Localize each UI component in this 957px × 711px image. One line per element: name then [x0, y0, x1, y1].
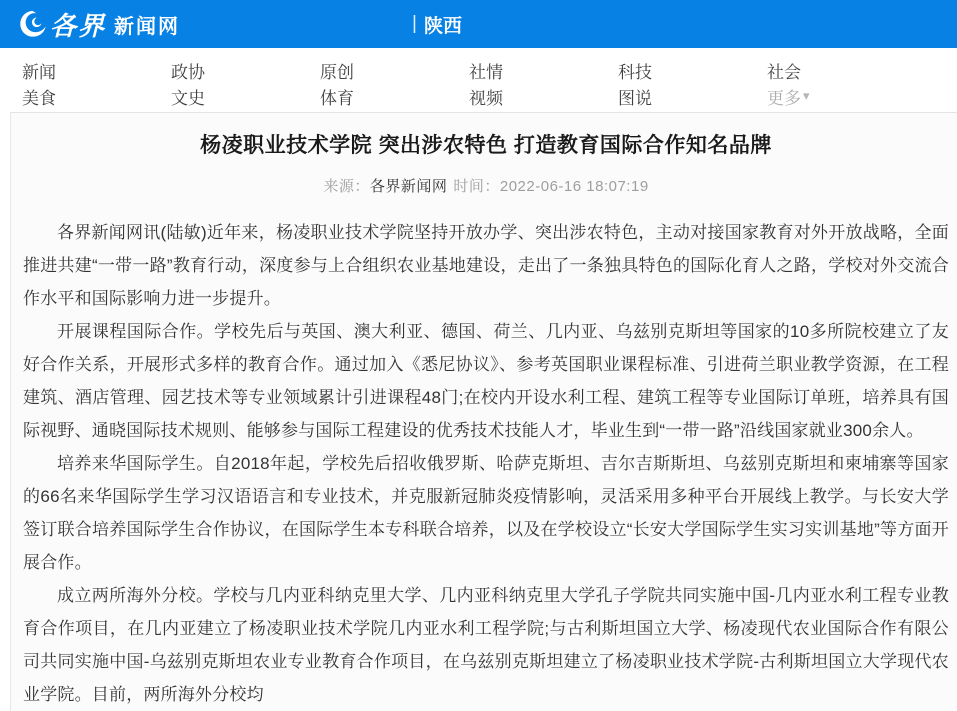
article-paragraph-1: 各界新闻网讯(陆敏)近年来，杨凌职业技术学院坚持开放办学、突出涉农特色，主动对接国家教育对外开放战略，全面推进共建“一带一路”教育行动，深度参与上合组织农业基地建设，走出了一条独具特色的国际化育人之路，学校对外交流合作水平和国际影响力进一步提升。: [23, 223, 949, 308]
source-label: 来源：: [323, 178, 370, 195]
nav-item-video[interactable]: 视频: [469, 88, 503, 108]
article-paragraph-2: 开展课程国际合作。学校先后与英国、澳大利亚、德国、荷兰、几内亚、乌兹别克斯坦等国家的10多所院校建立了友好合作关系，开展形式多样的教育合作。通过加入《悉尼协议》、参考英国职业课程标准、引进荷兰职业教学资源，在工程建筑、酒店管理、园艺技术等专业领域累计引进课程48门;在校内开设水利工程、建筑工程等专业国际订单班，培养具有国际视野、通晓国际技术规则、能够参与国际工程建设的优秀技术技能人才，毕业生到“一带一路”沿线国家就业300余人。: [23, 322, 949, 440]
nav-row-1: [22, 57, 957, 83]
nav-item-tech[interactable]: 科技: [618, 62, 652, 82]
page-title: 杨凌职业技术学院 突出涉农特色 打造教育国际合作知名品牌: [200, 134, 772, 157]
brand-name-text: 新闻网: [114, 15, 181, 38]
nav-item-original[interactable]: 原创: [320, 62, 354, 82]
nav-item-more[interactable]: [767, 84, 916, 109]
chevron-down-icon: ▾: [803, 88, 810, 103]
article-card: [10, 112, 957, 711]
nav-item-pictures[interactable]: 图说: [618, 88, 652, 108]
source-value: 各界新闻网: [369, 178, 448, 195]
more-label: 更多: [767, 88, 801, 108]
article-body: [23, 216, 949, 711]
channel-divider: |: [412, 13, 417, 34]
article-paragraph-3: 培养来华国际学生。自2018年起，学校先后招收俄罗斯、哈萨克斯坦、吉尔吉斯斯坦、乌兹别克斯坦和柬埔寨等国家的66名来华国际学生学习汉语语言和专业技术，并克服新冠肺炎疫情影响，灵活采用多种平台开展线上教学。与长安大学签订联合培养国际学生合作协议，在国际学生本专科联合培养，以及在学校设立“长安大学国际学生实习实训基地”等方面开展合作。: [23, 454, 949, 572]
nav-item-society[interactable]: 社会: [767, 62, 801, 82]
swirl-crescent-logo-icon: [18, 9, 48, 39]
channel-label: 陕西: [423, 15, 462, 37]
article-paragraph-4: 成立两所海外分校。学校与几内亚科纳克里大学、几内亚科纳克里大学孔子学院共同实施中国-几内亚水利工程专业教育合作项目，在几内亚建立了杨凌职业技术学院几内亚水利工程学院;与古利斯坦国立大学、杨凌现代农业国际合作有限公司共同实施中国-乌兹别克斯坦农业专业教育合作项目，在乌兹别克斯坦建立了杨凌职业技术学院-古利斯坦国立大学现代农业学院。目前，两所海外分校均: [23, 586, 949, 704]
nav-row-2: [22, 83, 957, 109]
time-value: 2022-06-16 18:07:19: [499, 178, 649, 195]
nav-item-food[interactable]: 美食: [22, 88, 56, 108]
nav-item-culture-history[interactable]: 文史: [171, 88, 205, 108]
site-header: [0, 0, 957, 48]
brand-script-text: 各界: [50, 11, 107, 42]
time-label: 时间：: [453, 178, 500, 195]
nav-item-sports[interactable]: 体育: [320, 88, 354, 108]
nav-item-cppcc[interactable]: 政协: [171, 62, 205, 82]
site-logo[interactable]: [18, 6, 180, 43]
nav-item-society-affairs[interactable]: 社情: [469, 62, 503, 82]
channel-link-shaanxi[interactable]: [412, 11, 462, 38]
main-nav: [0, 48, 957, 112]
nav-item-news[interactable]: 新闻: [22, 62, 56, 82]
article-meta: [23, 175, 949, 196]
